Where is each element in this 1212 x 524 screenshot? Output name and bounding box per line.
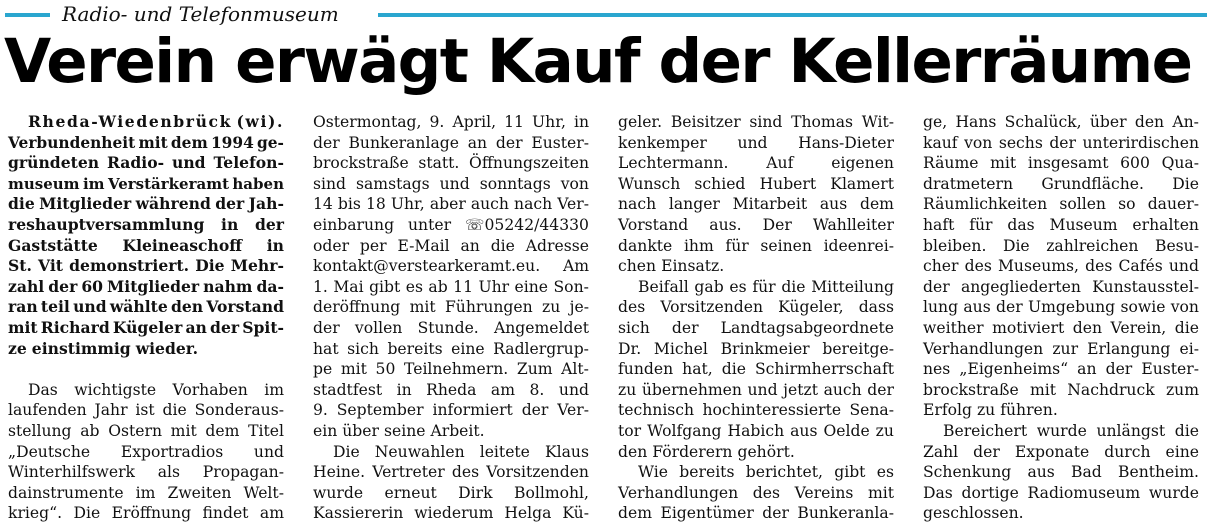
article-line: Lechtermann. Auf eigenen bbox=[618, 154, 894, 173]
article-line: zu übernehmen und jetzt auch der bbox=[618, 380, 894, 399]
article-line: 14 bis 18 Uhr, aber auch nach Ver- bbox=[313, 195, 589, 214]
article-line: haft für das Museum erhalten bbox=[923, 215, 1199, 234]
article-line: Räumlichkeiten sollen so dauer- bbox=[923, 195, 1199, 214]
article-line: kontakt@verstearkeramt.eu. Am bbox=[313, 257, 589, 276]
article-line: nach langer Mitarbeit aus dem bbox=[618, 195, 894, 214]
article-line: brockstraße mit Nachdruck zum bbox=[923, 380, 1199, 399]
article-body bbox=[8, 112, 1208, 523]
article-line: Verbundenheit mit dem 1994 ge- bbox=[8, 133, 284, 152]
article-line: lung aus der Umgebung sowie von bbox=[923, 298, 1199, 317]
article-line: museum im Verstärkeramt haben bbox=[8, 174, 284, 193]
article-line: Wunsch schied Hubert Klamert bbox=[618, 174, 894, 193]
article-line: dratmetern Grundfläche. Die bbox=[923, 174, 1199, 193]
article-line: stadtfest in Rheda am 8. und bbox=[313, 380, 589, 399]
article-column-1 bbox=[8, 112, 284, 523]
article-line: tor Wolfgang Habich aus Oelde zu bbox=[618, 421, 894, 440]
article-line: ein über seine Arbeit. bbox=[313, 421, 485, 440]
article-line: laufenden Jahr ist die Sonderaus- bbox=[8, 401, 284, 420]
article-line: brockstraße statt. Öffnungszeiten bbox=[313, 154, 589, 173]
article-line: Das dortige Radiomuseum wurde bbox=[923, 483, 1199, 502]
article-line: chen Einsatz. bbox=[618, 257, 725, 276]
article-line: oder per E-Mail an die Adresse bbox=[313, 236, 589, 255]
article-line: Winterhilfswerk als Propagan- bbox=[8, 463, 284, 482]
article-line: sich der Landtagsabgeordnete bbox=[618, 318, 894, 337]
article-line: kauf von sechs der unterirdischen bbox=[923, 133, 1199, 152]
article-line: Das wichtigste Vorhaben im bbox=[28, 380, 284, 399]
article-line: Heine. Vertreter des Vorsitzenden bbox=[313, 463, 589, 482]
article-line: die Mitglieder während der Jah- bbox=[8, 194, 284, 214]
article-line: der vollen Stunde. Angemeldet bbox=[313, 318, 589, 337]
article-line: einbarung unter ☏05242/44330 bbox=[313, 215, 589, 234]
article-line: Rheda-Wiedenbrück (wi). bbox=[28, 112, 284, 131]
article-line: weither motiviert den Verein, die bbox=[923, 318, 1199, 337]
article-line: dem Eigentümer der Bunkeranla- bbox=[618, 504, 894, 523]
headline: Verein erwägt Kauf der Kellerräume bbox=[4, 26, 1192, 97]
article-line: des Vorsitzenden Kügeler, dass bbox=[618, 298, 894, 317]
article-line: dankte ihm für seinen ideenrei- bbox=[618, 236, 894, 255]
article-line: St. Vit demonstriert. Die Mehr- bbox=[8, 256, 284, 276]
article-line: den Förderern gehört. bbox=[618, 442, 795, 461]
article-column-2 bbox=[313, 112, 589, 523]
article-line: Räume mit insgesamt 600 Qua- bbox=[923, 154, 1199, 173]
article-line: 1. Mai gibt es ab 11 Uhr eine Son- bbox=[313, 277, 589, 296]
rubric-rule-right bbox=[378, 13, 1207, 17]
article-line: der angegliederten Kunstausstel- bbox=[923, 277, 1199, 296]
article-line: Die Neuwahlen leitete Klaus bbox=[333, 442, 589, 461]
article-line: Wie bereits berichtet, gibt es bbox=[638, 463, 894, 482]
article-line: der Bunkeranlage an der Euster- bbox=[313, 133, 589, 152]
article-line: wurde erneut Dirk Bollmohl, bbox=[313, 483, 589, 502]
article-line: Verhandlungen des Vereins mit bbox=[618, 483, 894, 502]
article-line: sind samstags und sonntags von bbox=[313, 174, 589, 193]
article-line: ran teil und wählte den Vorstand bbox=[8, 297, 284, 317]
article-line: technisch hochinteressierte Sena- bbox=[618, 401, 894, 420]
article-line: Verhandlungen zur Erlangung ei- bbox=[923, 339, 1199, 358]
article-line: funden hat, die Schirmherrschaft bbox=[618, 360, 894, 379]
article-line: Zahl der Exponate durch eine bbox=[923, 442, 1199, 461]
article-line: ze einstimmig wieder. bbox=[8, 338, 199, 358]
article-line: nes „Eigenheims“ an der Euster- bbox=[923, 360, 1199, 379]
article-line: zahl der 60 Mitglieder nahm da- bbox=[8, 276, 284, 296]
article-line: Beifall gab es für die Mitteilung bbox=[638, 277, 894, 296]
article-line: „Deutsche Exportradios und bbox=[8, 442, 284, 461]
article-line: Dr. Michel Brinkmeier bereitge- bbox=[618, 339, 894, 358]
article-line: Ostermontag, 9. April, 11 Uhr, in bbox=[313, 113, 589, 131]
article-line: Vorstand aus. Der Wahlleiter bbox=[618, 215, 894, 234]
section-rubric: Radio- und Telefonmuseum bbox=[62, 2, 339, 26]
article-line: geschlossen. bbox=[923, 504, 1024, 523]
article-column-4 bbox=[923, 112, 1199, 523]
article-line: Erfolg zu führen. bbox=[923, 401, 1058, 420]
article-line: Schenkung aus Bad Bentheim. bbox=[923, 463, 1199, 482]
article-line: Gaststätte Kleineaschoff in bbox=[8, 235, 284, 255]
article-line: stellung ab Ostern mit dem Titel bbox=[8, 421, 284, 440]
article-line: gründeten Radio- und Telefon- bbox=[8, 153, 284, 173]
article-line: hat sich bereits eine Radlergrup- bbox=[313, 339, 589, 358]
article-column-3 bbox=[618, 112, 894, 523]
article-line: bleiben. Die zahlreichen Besu- bbox=[923, 236, 1199, 255]
article-line bbox=[8, 359, 284, 380]
article-line: Bereichert wurde unlängst die bbox=[943, 421, 1199, 440]
article-line: 9. September informiert der Ver- bbox=[313, 401, 589, 420]
article-line: dainstrumente im Zweiten Welt- bbox=[8, 483, 284, 502]
rubric-rule-left bbox=[5, 13, 50, 17]
article-line: pe mit 50 Teilnehmern. Zum Alt- bbox=[313, 360, 589, 379]
article-line: geler. Beisitzer sind Thomas Wit- bbox=[618, 113, 894, 131]
article-line: Kassiererin wiederum Helga Kü- bbox=[313, 504, 589, 523]
article-line: mit Richard Kügeler an der Spit- bbox=[8, 317, 284, 337]
article-line: deröffnung mit Führungen zu je- bbox=[313, 298, 589, 317]
article-line: cher des Museums, des Cafés und bbox=[923, 257, 1199, 276]
article-line: ge, Hans Schalück, über den An- bbox=[923, 113, 1199, 131]
article-line: krieg“. Die Eröffnung findet am bbox=[8, 504, 284, 523]
article-line: kenkemper und Hans-Dieter bbox=[618, 133, 894, 152]
article-line: reshauptversammlung in der bbox=[8, 214, 284, 234]
